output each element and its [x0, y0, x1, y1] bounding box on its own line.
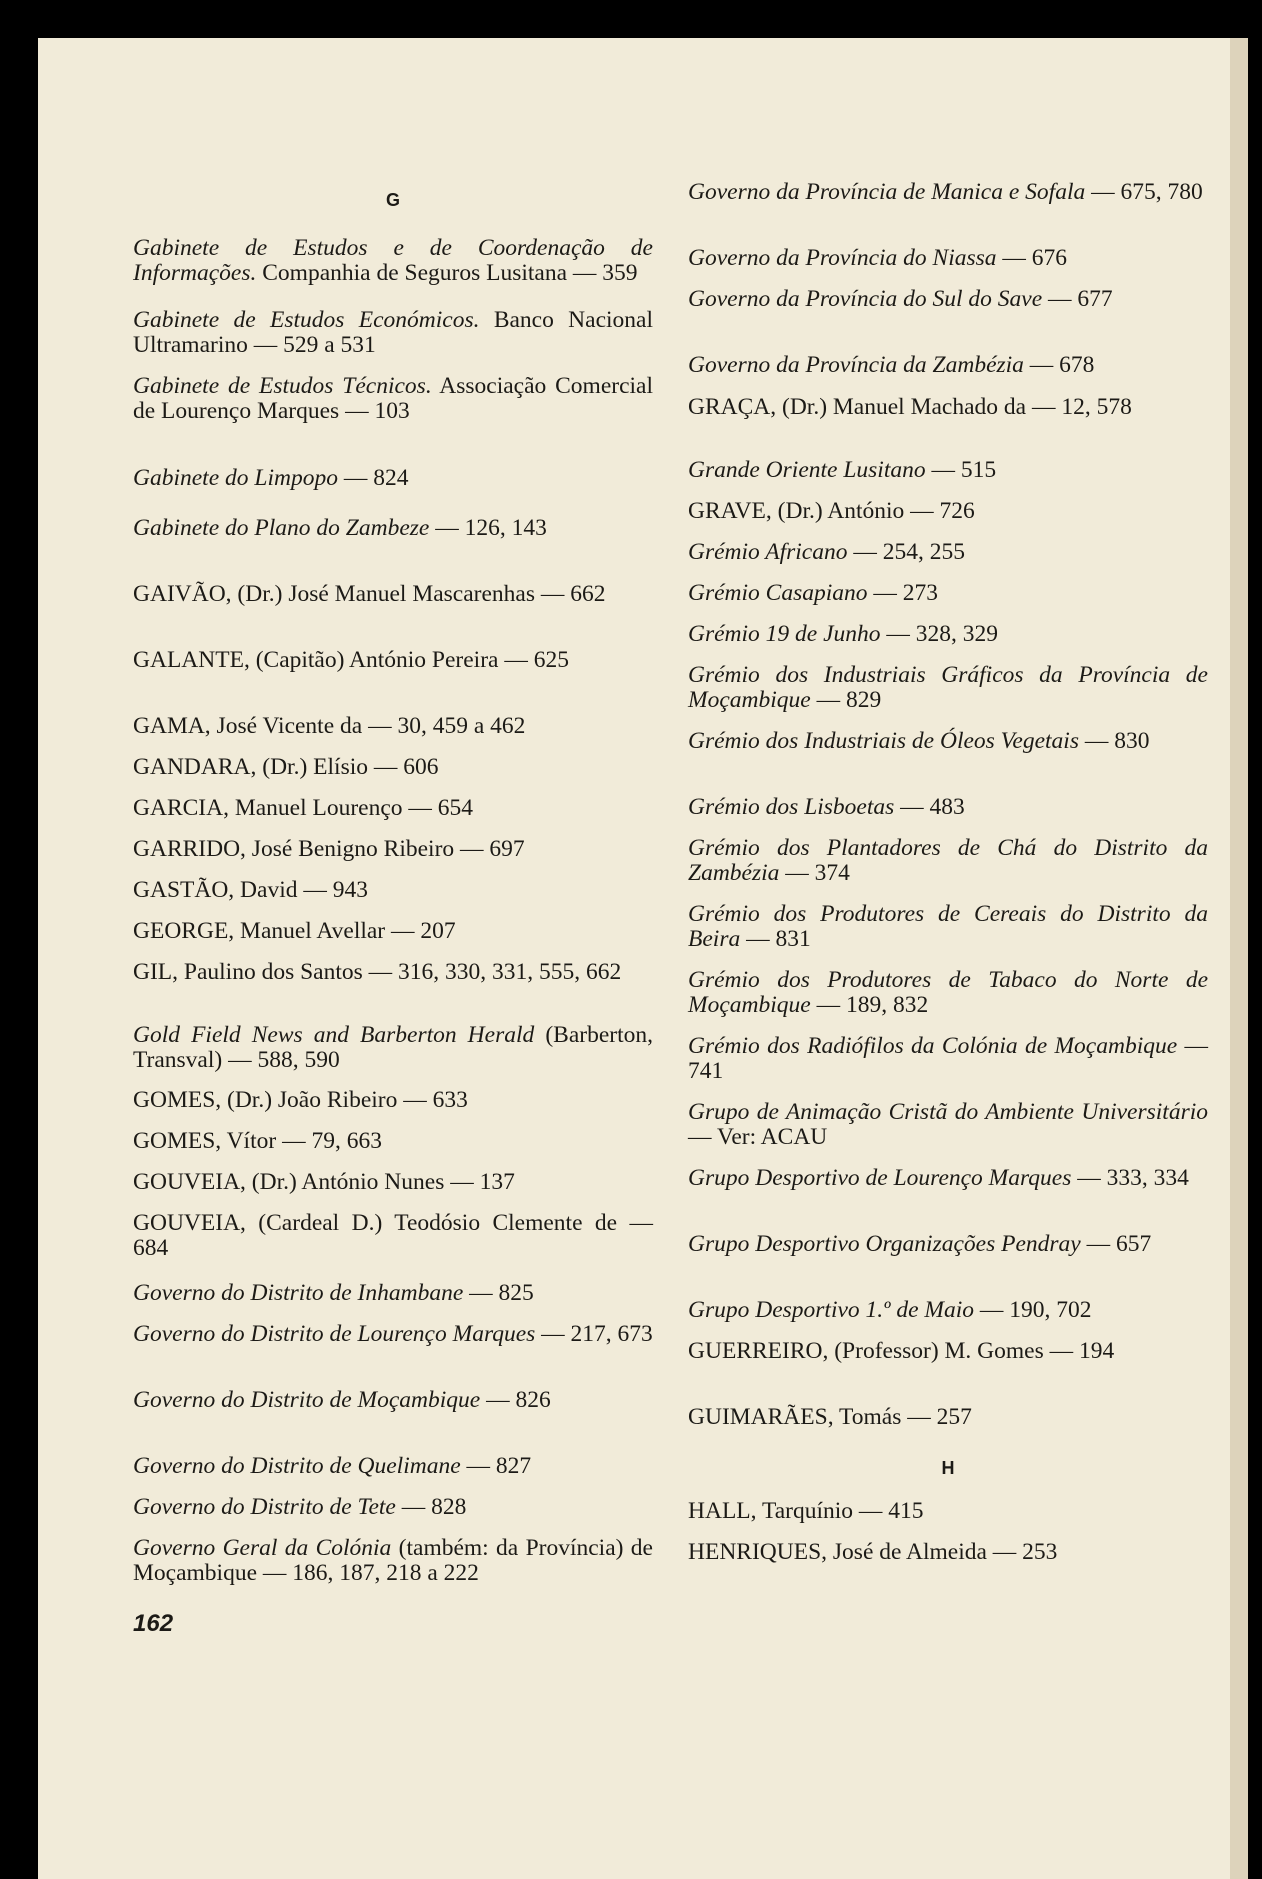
index-entry: Grupo Desportivo Organizações Pendray — 657 — [688, 1231, 1152, 1257]
index-entry: Grémio dos Industriais de Óleos Vegetais — 830 — [688, 728, 1150, 754]
book-page — [38, 38, 1230, 1879]
index-entry: GOUVEIA, (Dr.) António Nunes — 137 — [133, 1169, 515, 1195]
index-entry: Grémio 19 de Junho — 328, 329 — [688, 621, 999, 647]
index-entry: Governo do Distrito de Lourenço Marques — 217, 673 — [133, 1321, 653, 1347]
index-entry: GOMES, Vítor — 79, 663 — [133, 1128, 382, 1154]
index-entry: Grémio dos Lisboetas — 483 — [688, 794, 965, 820]
index-entry: Governo do Distrito de Inhambane — 825 — [133, 1280, 534, 1306]
index-entry: Grémio dos Radiófilos da Colónia de Moçambique — 741 — [688, 1033, 1208, 1084]
index-entry: Grémio dos Plantadores de Chá do Distrito da Zambézia — 374 — [688, 835, 1208, 886]
index-entry: GAMA, José Vicente da — 30, 459 a 462 — [133, 713, 526, 739]
index-entry: Governo da Província da Zambézia — 678 — [688, 352, 1095, 378]
index-entry: Gabinete de Estudos e de Coordenação de Informações. Companhia de Seguros Lusitana — 359 — [133, 235, 653, 286]
index-entry: GRAÇA, (Dr.) Manuel Machado da — 12, 578 — [688, 394, 1132, 420]
page-edge — [1230, 38, 1248, 1879]
index-entry: GRAVE, (Dr.) António — 726 — [688, 498, 975, 524]
index-entry: Grupo Desportivo 1.º de Maio — 190, 702 — [688, 1297, 1092, 1323]
index-entry: Governo do Distrito de Quelimane — 827 — [133, 1453, 532, 1479]
index-entry: GARCIA, Manuel Lourenço — 654 — [133, 795, 474, 821]
index-entry: GUIMARÃES, Tomás — 257 — [688, 1404, 972, 1430]
index-entry: Governo da Província do Sul do Save — 677 — [688, 286, 1113, 312]
index-entry: GUERREIRO, (Professor) M. Gomes — 194 — [688, 1338, 1115, 1364]
page-number: 162 — [133, 1610, 174, 1637]
index-entry: HALL, Tarquínio — 415 — [688, 1498, 924, 1524]
index-entry: GARRIDO, José Benigno Ribeiro — 697 — [133, 836, 525, 862]
index-entry: Grémio dos Produtores de Cereais do Distrito da Beira — 831 — [688, 901, 1208, 952]
index-entry: Grande Oriente Lusitano — 515 — [688, 457, 997, 483]
index-entry: Grémio Africano — 254, 255 — [688, 539, 965, 565]
index-entry: GAIVÃO, (Dr.) José Manuel Mascarenhas — 662 — [133, 581, 606, 607]
index-entry: Governo da Província do Niassa — 676 — [688, 245, 1068, 271]
index-entry: GANDARA, (Dr.) Elísio — 606 — [133, 754, 439, 780]
index-entry: GALANTE, (Capitão) António Pereira — 625 — [133, 647, 569, 673]
index-entry: Gabinete do Plano do Zambeze — 126, 143 — [133, 515, 547, 541]
index-entry: GEORGE, Manuel Avellar — 207 — [133, 918, 456, 944]
section-letter-h: H — [941, 1458, 955, 1478]
index-entry: Gold Field News and Barberton Herald (Barberton, Transval) — 588, 590 — [133, 1022, 653, 1073]
index-entry: Grémio dos Industriais Gráficos da Província de Moçambique — 829 — [688, 662, 1208, 713]
index-entry: Grémio Casapiano — 273 — [688, 580, 939, 606]
section-letter-g: G — [385, 190, 400, 210]
index-entry: GOMES, (Dr.) João Ribeiro — 633 — [133, 1087, 468, 1113]
index-entry: Grupo de Animação Cristã do Ambiente Universitário — Ver: ACAU — [688, 1099, 1208, 1150]
index-entry: Governo do Distrito de Tete — 828 — [133, 1494, 467, 1520]
index-entry: Grémio dos Produtores de Tabaco do Norte de Moçambique — 189, 832 — [688, 967, 1208, 1018]
index-entry: Gabinete do Limpopo — 824 — [133, 465, 409, 491]
index-entry: GOUVEIA, (Cardeal D.) Teodósio Clemente de — 684 — [133, 1210, 653, 1261]
index-entry: GIL, Paulino dos Santos — 316, 330, 331, 555, 662 — [133, 959, 622, 985]
index-entry: Governo do Distrito de Moçambique — 826 — [133, 1387, 551, 1413]
index-entry: GASTÃO, David — 943 — [133, 877, 368, 903]
index-entry: HENRIQUES, José de Almeida — 253 — [688, 1539, 1058, 1565]
index-entry: Gabinete de Estudos Técnicos. Associação Comercial de Lourenço Marques — 103 — [133, 373, 653, 424]
index-entry: Grupo Desportivo de Lourenço Marques — 333, 334 — [688, 1165, 1189, 1191]
index-entry: Gabinete de Estudos Económicos. Banco Nacional Ultramarino — 529 a 531 — [133, 307, 654, 358]
index-entry: Governo Geral da Colónia (também: da Província) de Moçambique — 186, 187, 218 a 222 — [133, 1535, 653, 1586]
index-entry: Governo da Província de Manica e Sofala — 675, 780 — [688, 179, 1203, 205]
